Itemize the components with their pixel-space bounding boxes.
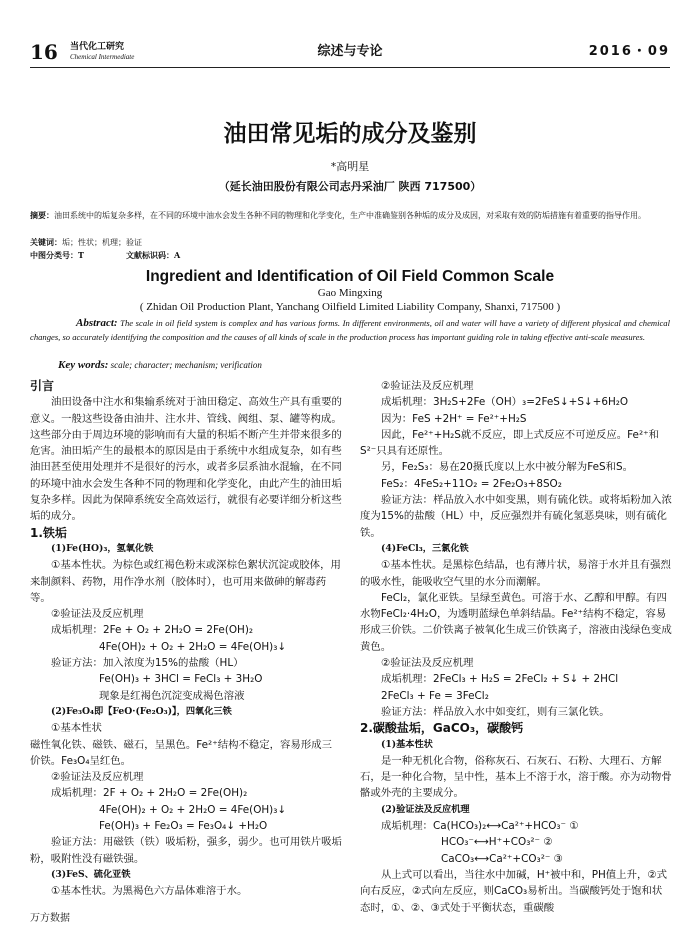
body-paragraph: 是一种无机化合物，俗称灰石、石灰石、石粉、大理石、方解石，是一种化合物，呈中性，基本上不溶于水，溶于酸。亦为动物骨骼或外壳的主要成分。 (360, 754, 672, 800)
issue-date: 2016・09 (588, 44, 670, 59)
keywords-cn-text: 垢；性状；机理；验证 (62, 238, 142, 247)
body-paragraph: 验证方法：样品放入水中如变黑，则有硫化铁。或将垢粉加入浓度为15%的盐酸（HL）中，反应强烈并有硫化氢恶臭味，则有硫化铁。 (360, 494, 672, 539)
body-paragraph: 4Fe(OH)₂ + O₂ + 2H₂O = 4Fe(OH)₃↓ (99, 803, 287, 816)
journal-name-cn: 当代化工研究 (70, 42, 125, 52)
body-paragraph: 成垢机理：2FeCl₃ + H₂S = 2FeCl₂ + S↓ + 2HCl (381, 673, 619, 686)
classification-line (30, 249, 670, 262)
body-paragraph: ①基本性状。为棕色或红褐色粉末或深棕色絮状沉淀或胶体，用来制颜料、药物，用作净水剂（胶体时），也可用来做砷的解毒药等。 (30, 559, 341, 604)
body-paragraph: ①基本性状 (51, 722, 102, 735)
page-number: 16 (30, 40, 58, 64)
abstract-en (30, 316, 670, 344)
body-paragraph: 油田设备中注水和集输系统对于油田稳定、高效生产具有重要的意义。一般这些设备由油井、注水井、管线、阀组、泵、罐等构成。这些部分由于周边环境的影响而有大量的积垢不断产生并带来很多的危害。油田垢产生的最根本的原因是由于系统中水组成复杂，如有些油田甚至使用处理并不是很好的污水，或者多层系油水混输，在不同的环境中油水会发生各种不同的物理和化学变化，由此产生的油田垢复杂多样。因此为保障系统安全高效运行，就很有必要详细分析这些垢的成分。 (30, 396, 342, 523)
body-paragraph: ②验证法及反应机理 (381, 657, 474, 670)
header-rule (30, 67, 670, 68)
abstract-en-text: The scale in oil field system is complex and has various forms. In different environments, oil and water will have a variety of different physical and chemical changes, so accurately identifying the composition and the causes of all kinds of scale in the production process has important guiding role in taking effective anti-scale measures. (30, 318, 670, 342)
body-paragraph: 2FeCl₃ + Fe = 3FeCl₂ (381, 689, 489, 702)
keywords-en-label: Key words: (58, 359, 109, 371)
body-right-column (360, 378, 672, 916)
page-header (30, 40, 670, 64)
body-paragraph: 成垢机理：3H₂S+2Fe（OH）₃=2FeS↓+S↓+6H₂O (381, 396, 629, 409)
body-left-column (30, 378, 342, 900)
subsection-heading: (4)FeCl₃，三氯化铁 (381, 542, 469, 554)
author-cn: *高明星 (330, 160, 370, 173)
doc-code-value: A (173, 250, 181, 260)
body-paragraph: ②验证法及反应机理 (51, 771, 144, 784)
abstract-en-label: Abstract: (76, 317, 118, 329)
keywords-en-text: scale; character; mechanism; verification (110, 360, 262, 370)
section-heading: 引言 (30, 379, 55, 393)
body-paragraph: ①基本性状。为黑褐色六方晶体难溶于水。 (51, 885, 248, 898)
body-paragraph: FeS₂：4FeS₂+11O₂ = 2Fe₂O₃+8SO₂ (381, 477, 562, 490)
clc-label: 中图分类号： (30, 250, 78, 260)
affiliation-en: ( Zhidan Oil Production Plant, Yanchang Oilfield Limited Liability Company, Shanxi, 717500 ) (139, 301, 561, 313)
body-paragraph: 验证方法：加入浓度为15%的盐酸（HL） (51, 657, 244, 670)
body-paragraph: 4Fe(OH)₂ + O₂ + 2H₂O = 4Fe(OH)₃↓ (99, 640, 287, 653)
affiliation-cn: （延长油田股份有限公司志丹采油厂 陕西 717500） (218, 180, 482, 193)
subsection-heading: (1)基本性状 (381, 738, 433, 750)
body-paragraph: 因此，Fe²⁺+H₂S就不反应，即上式反应不可逆反应。Fe²⁺和S²⁻只具有还原性。 (360, 428, 659, 458)
author-en: Gao Mingxing (317, 287, 383, 299)
body-paragraph: HCO₃⁻⟷H⁺+CO₃²⁻ ② (441, 836, 553, 849)
section-heading: 2.碳酸盐垢，GaCO₃，碳酸钙 (360, 721, 524, 736)
body-paragraph: Fe(OH)₃ + Fe₂O₃ = Fe₃O₄↓ +H₂O (99, 820, 268, 833)
body-paragraph: 现象是红褐色沉淀变成褐色溶液 (99, 689, 245, 702)
section-title: 综述与专论 (317, 44, 383, 59)
body-paragraph: 验证方法：样品放入水中如变红，则有三氯化铁。 (381, 705, 610, 718)
body-paragraph: FeCl₂，氯化亚铁。呈绿至黄色。可溶于水、乙醇和甲醇。有四水物FeCl₂·4H₂O，为透明蓝绿色单斜结晶。Fe²⁺结构不稳定，容易形成三价铁。二价铁离子被氧化生成三价铁离子，溶液由浅绿色变成黄色。 (360, 591, 672, 653)
body-paragraph: ②验证法及反应机理 (51, 608, 144, 621)
subsection-heading: (2)验证法及反应机理 (381, 803, 470, 815)
body-paragraph: 另，Fe₂S₃：易在20摄氏度以上水中被分解为FeS和S。 (381, 461, 633, 474)
keywords-cn-label: 关键词： (30, 237, 62, 247)
article-title-cn: 油田常见垢的成分及鉴别 (223, 121, 477, 147)
body-paragraph: 磁性氧化铁、磁铁、磁石，呈黑色。Fe²⁺结构不稳定，容易形成三价铁。Fe₃O₄呈红色。 (30, 738, 332, 767)
subsection-heading: (3)FeS、硫化亚铁 (51, 868, 131, 880)
body-paragraph: 成垢机理：2Fe + O₂ + 2H₂O = 2Fe(OH)₂ (51, 624, 254, 637)
abstract-cn (30, 209, 670, 222)
clc-value: T (78, 250, 84, 260)
body-paragraph: 成垢机理：2F + O₂ + 2H₂O = 2Fe(OH)₂ (51, 787, 248, 800)
body-paragraph: ①基本性状。是黑棕色结晶，也有薄片状，易溶于水并且有强烈的吸水性，能吸收空气里的水分而潮解。 (360, 559, 671, 588)
body-paragraph: ②验证法及反应机理 (381, 380, 474, 392)
section-heading: 1.铁垢 (30, 525, 67, 540)
doc-code-label: 文献标识码： (125, 250, 174, 260)
subsection-heading: (2)Fe₃O₄即【FeO·(Fe₂O₃)】，四氧化三铁 (51, 705, 232, 717)
body-paragraph: 成垢机理：Ca(HCO₃)₂⟷Ca²⁺+HCO₃⁻ ① (381, 820, 579, 833)
subsection-heading: (1)Fe(HO)₃，氢氧化铁 (51, 542, 154, 554)
article-title-en: Ingredient and Identification of Oil Field Common Scale (145, 268, 555, 285)
abstract-cn-label: 摘要： (30, 210, 54, 220)
body-paragraph: CaCO₃⟷Ca²⁺+CO₃²⁻ ③ (441, 852, 563, 865)
source-footer: 万方数据 (30, 913, 70, 924)
body-paragraph: 从上式可以看出，当往水中加碱，H⁺被中和，PH值上升，②式向右反应，②式向左反应，则CaCO₃易析出。当碳酸钙处于饱和状态时，①、②、③式处于平衡状态，重碳酸 (360, 868, 668, 914)
body-paragraph: Fe(OH)₃ + 3HCl = FeCl₃ + 3H₂O (99, 673, 263, 686)
keywords-cn (30, 236, 670, 249)
abstract-cn-text: 油田系统中的垢复杂多样，在不同的环境中油水会发生各种不同的物理和化学变化，生产中准确鉴别各种垢的成分及成因，对采取有效的防垢措施有着重要的指导作用。 (54, 211, 646, 220)
journal-name-en: Chemical Intermediate (70, 53, 135, 61)
keywords-en (58, 358, 262, 372)
body-paragraph: 因为：FeS +2H⁺ = Fe²⁺+H₂S (381, 412, 527, 425)
body-paragraph: 验证方法：用磁铁（铁）吸垢粉，强多，弱少。也可用铁片吸垢粉，吸附性没有磁铁强。 (30, 836, 342, 865)
